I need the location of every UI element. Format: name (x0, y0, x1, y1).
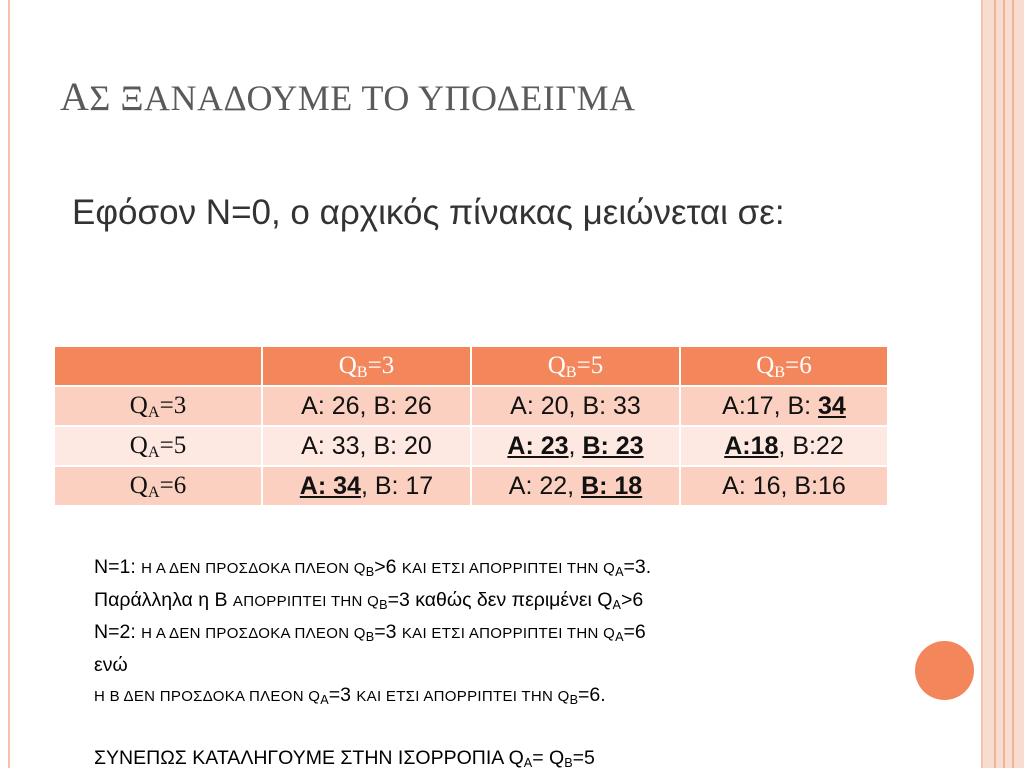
row-header: $Q_A=5$ (54, 426, 262, 466)
payoff-text: , B: 17 (361, 472, 433, 500)
highlighted-payoff: B: 23 (582, 432, 643, 460)
payoff-text: A: 16, B:16 (722, 472, 846, 500)
stripe-line (994, 0, 996, 768)
slide-subtitle: Εφόσον Ν=0, ο αρχικός πίνακας μειώνεται σε: (72, 188, 912, 238)
note-line-3: N=2: Η Α ΔΕΝ ΠΡΟΣΔΟΚΑ ΠΛΕΟΝ $Q_B=3$ ΚΑΙ ΕΤΣΙ ΑΠΟΡΡΙΠΤΕΙ ΤΗΝ $Q_A=6$ (94, 617, 914, 650)
note-line-5: Η Β ΔΕΝ ΠΡΟΣΔΟΚΑ ΠΛΕΟΝ $Q_A=3$ ΚΑΙ ΕΤΣΙ ΑΠΟΡΡΙΠΤΕΙ ΤΗΝ $Q_B=6$. (94, 680, 914, 713)
note-line-6: ΣΥΝΕΠΩΣ ΚΑΤΑΛΗΓΟΥΜΕ ΣΤΗΝ ΙΣΟΡΡΟΠΙΑ $Q_A= Q_B=5$ (94, 743, 914, 773)
payoff-text: A: 20, B: 33 (510, 392, 641, 420)
payoff-cell (262, 466, 471, 506)
payoff-cell (471, 386, 680, 426)
table-corner-cell (54, 346, 262, 386)
row-header: $Q_A=3$ (54, 386, 262, 426)
stripe-line (1012, 0, 1014, 768)
slide-title: ΑΣ ΞΑΝΑΔΟΥΜΕ ΤΟ ΥΠΟΔΕΙΓΜΑ (60, 73, 636, 120)
note-line-4: ενώ (94, 650, 914, 681)
note-line-1: N=1: Η Α ΔΕΝ ΠΡΟΣΔΟΚΑ ΠΛΕΟΝ $Q_B>6$ ΚΑΙ ΕΤΣΙ ΑΠΟΡΡΙΠΤΕΙ ΤΗΝ $Q_A=3$. (94, 552, 914, 585)
payoff-text: A: 22, (509, 472, 581, 500)
note-spacer (94, 713, 914, 743)
highlighted-payoff: A:18 (724, 432, 778, 460)
stripe-line (1003, 0, 1005, 768)
payoff-cell (471, 466, 680, 506)
payoff-text: A: 26, B: 26 (301, 392, 432, 420)
column-header: $Q_B=6$ (680, 346, 888, 386)
payoff-text: , B:22 (778, 432, 843, 460)
payoff-table (53, 345, 889, 507)
column-header: $Q_B=3$ (262, 346, 471, 386)
table-header-row (54, 346, 888, 386)
payoff-text: A:17, B: (722, 392, 818, 420)
payoff-cell (262, 386, 471, 426)
payoff-cell (680, 426, 888, 466)
payoff-cell (262, 426, 471, 466)
payoff-text: A: 33, B: 20 (301, 432, 432, 460)
payoff-cell (680, 386, 888, 426)
payoff-cell (680, 466, 888, 506)
highlighted-payoff: 34 (818, 392, 846, 420)
highlighted-payoff: B: 18 (581, 472, 642, 500)
explanation-notes (94, 552, 914, 773)
table-row (54, 426, 888, 466)
highlighted-payoff: A: 23 (507, 432, 568, 460)
highlighted-payoff: A: 34 (300, 472, 361, 500)
column-header: $Q_B=5$ (471, 346, 680, 386)
table-row (54, 466, 888, 506)
row-header: $Q_A=6$ (54, 466, 262, 506)
table-row (54, 386, 888, 426)
payoff-text: , (569, 432, 583, 460)
decorative-dot (915, 641, 974, 700)
payoff-cell (471, 426, 680, 466)
note-line-2: Παράλληλα η Β ΑΠΟΡΡΙΠΤΕΙ ΤΗΝ $Q_B=3$ καθώς δεν περιμένει $Q_A>6$ (94, 585, 914, 618)
